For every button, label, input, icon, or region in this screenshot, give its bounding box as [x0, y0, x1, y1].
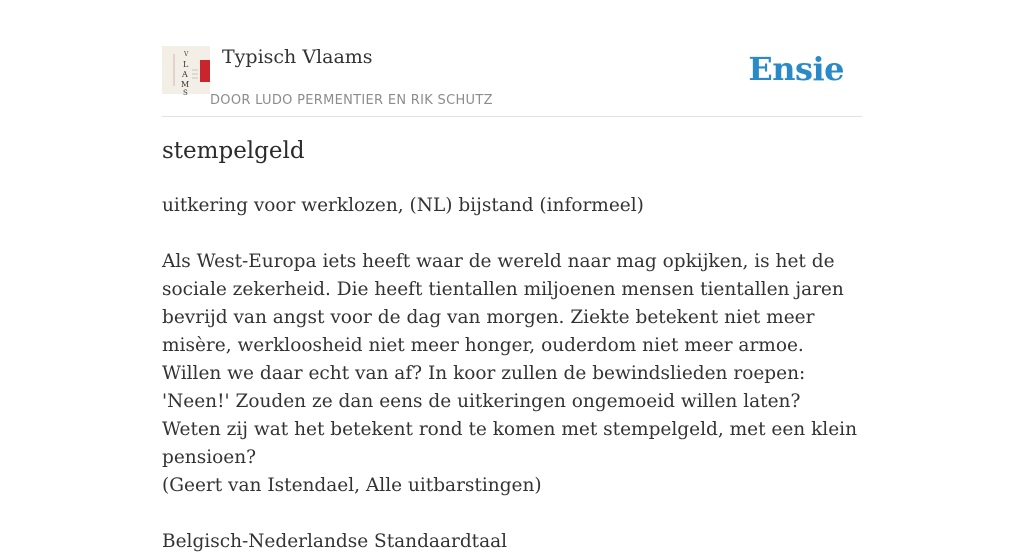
svg-text:A: A [182, 70, 188, 79]
entry-citation: (Geert van Istendael, Alle uitbarstingen) [162, 475, 542, 496]
entry-body [162, 192, 862, 556]
paragraph-gap [162, 220, 862, 248]
svg-text:S: S [183, 89, 188, 97]
entry-language-note: Belgisch-Nederlandse Standaardtaal [162, 531, 508, 552]
svg-text:L: L [183, 60, 189, 69]
book-cover-logo-icon[interactable] [162, 46, 210, 97]
ensie-logo-link[interactable]: Ensie [748, 50, 844, 88]
book-title[interactable]: Typisch Vlaams [222, 46, 373, 68]
entry-term: stempelgeld [162, 138, 305, 164]
paragraph-gap [162, 500, 862, 528]
svg-text:V: V [184, 51, 189, 58]
svg-text:M: M [181, 80, 190, 89]
header [162, 44, 862, 117]
entry-definition: uitkering voor werklozen, (NL) bijstand (informeel) [162, 195, 644, 216]
authors-byline: DOOR LUDO PERMENTIER EN RIK SCHUTZ [210, 93, 493, 108]
entry-example: Als West-Europa iets heeft waar de wereld naar mag opkijken, is het de sociale zekerheid. Die heeft tientallen miljoenen mensen tientallen jaren bevrijd van angst voor de dag van morgen. Ziekte betekent niet meer misère, werkloosheid niet meer honger, ouderdom niet meer armoe. Willen we daar echt van af? In koor zullen de bewindslieden roepen: 'Neen!' Zouden ze dan eens de uitkeringen ongemoeid willen laten? Weten zij wat het betekent rond te komen met stempelgeld, met een klein pensioen? [162, 251, 857, 468]
